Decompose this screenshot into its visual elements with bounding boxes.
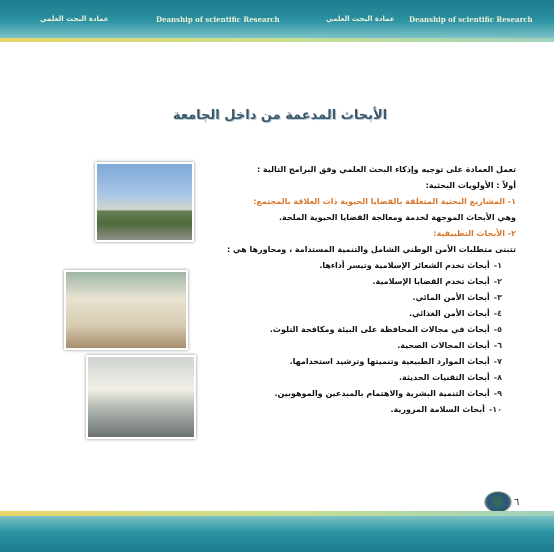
list-item: ٨-أبحاث التقنيات الحديثة.: [399, 373, 502, 382]
footer-band: [0, 516, 554, 552]
list-item: ٩-أبحاث التنمية البشرية والاهتمام بالمبدعين والموهوبين.: [274, 389, 502, 398]
priorities-heading: أولاً : الأولويات البحثية:: [425, 181, 516, 190]
header-english-right: Deanship of scientific Research: [409, 15, 533, 24]
list-item: ١٠-أبحاث السلامة المرورية.: [390, 405, 502, 414]
list-item: ١-أبحاث تخدم الشعائر الإسلامية وتيسر أداءها.: [319, 261, 502, 270]
photo-laboratory: [86, 355, 196, 439]
photo-campus-building: [95, 162, 194, 242]
page-number: ٦: [514, 497, 520, 508]
university-seal-icon: [484, 491, 512, 513]
item1-heading: ١- المشاريع البحثية المتعلقة بالقضايا الحيوية ذات العلاقة بالمجتمع:: [253, 197, 516, 206]
content-body: [186, 162, 516, 418]
intro-text: تعمل العمادة على توجيه وإذكاء البحث العلمي وفق البرامج التالية :: [256, 165, 516, 174]
photo-ribbon-cutting: [64, 270, 188, 350]
header-arabic-left: عمادة البحث العلمي: [40, 15, 109, 23]
item1-text: وهي الأبحاث الموجهة لخدمة ومعالجة القضايا الحيوية الملحة.: [279, 213, 516, 222]
list-item: ٦-أبحاث المجالات الصحية.: [397, 341, 502, 350]
item2-text: تتبنى متطلبات الأمن الوطني الشامل والتنمية المستدامة ، ومحاورها هي :: [227, 245, 516, 254]
list-item: ٢-أبحاث تخدم القضايا الإسلامية.: [372, 277, 502, 286]
list-item: ٧-أبحاث الموارد الطبيعية وتنميتها وترشيد استخدامها.: [289, 357, 502, 366]
list-item: ٣-أبحاث الأمن المائي.: [412, 293, 502, 302]
applied-research-list: [186, 258, 516, 418]
list-item: ٤-أبحاث الأمن الغذائي.: [409, 309, 502, 318]
header-english-left: Deanship of scientific Research: [156, 15, 280, 24]
page-title: الأبحاث المدعمة من داخل الجامعة: [172, 108, 388, 123]
item2-heading: ٢- الأبحاث التطبيقية:: [433, 229, 516, 238]
header-arabic-right: عمادة البحث العلمي: [326, 15, 395, 23]
list-item: ٥-أبحاث في مجالات المحافظة على البيئة ومكافحة التلوث.: [269, 325, 502, 334]
header-stripe: [0, 38, 554, 42]
